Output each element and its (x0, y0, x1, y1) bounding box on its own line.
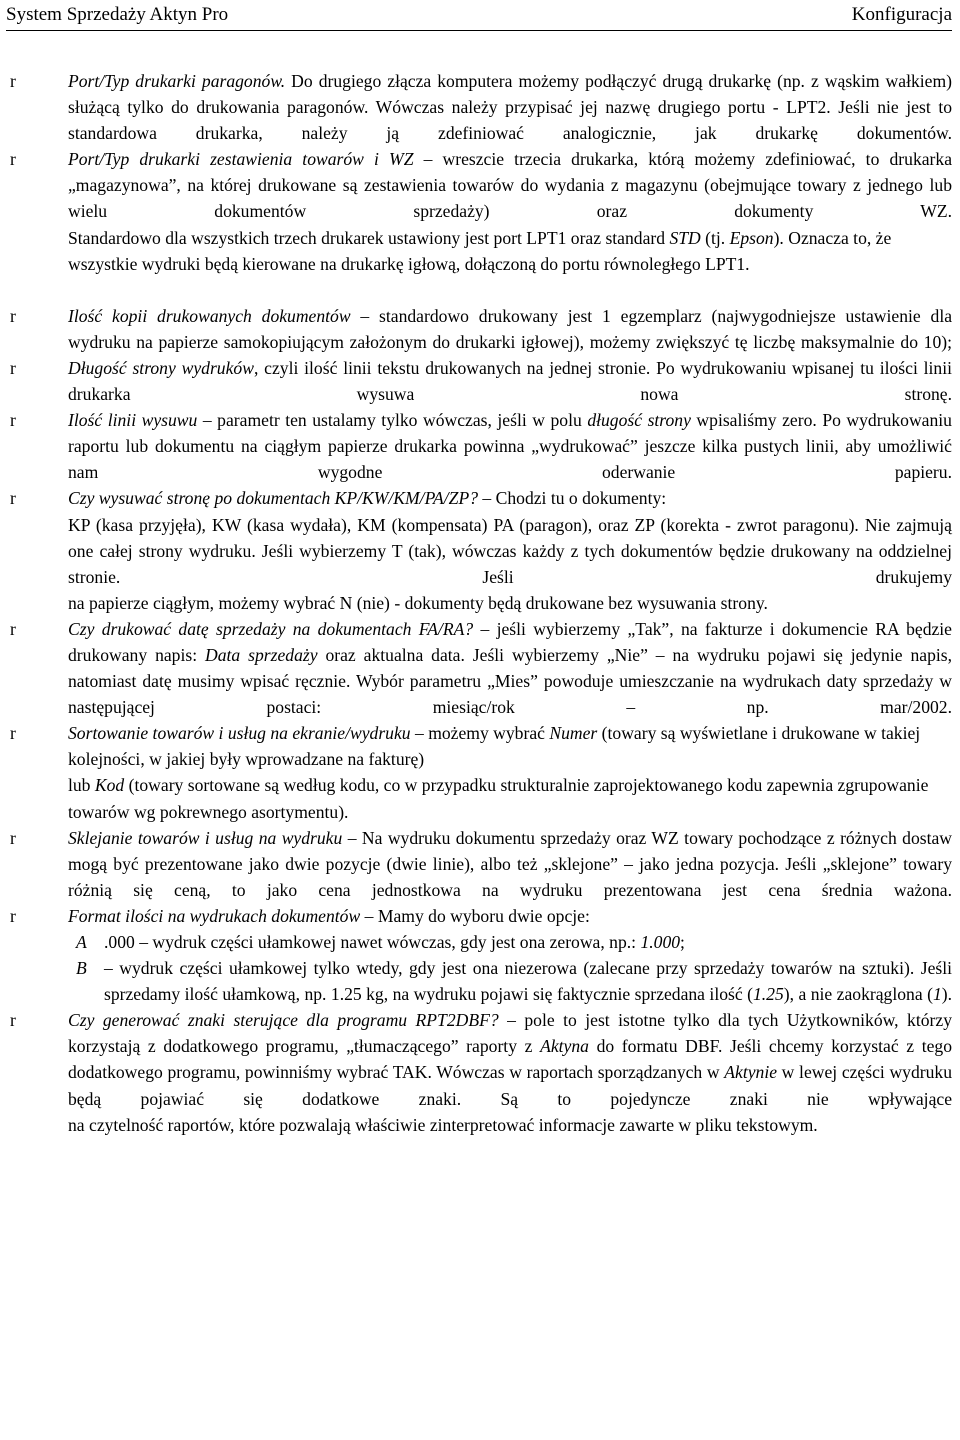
list-item-quantity-format: r Format ilości na wydrukach dokumentów – Mamy do wyboru dwie opcje: (10, 903, 952, 929)
item-title: Format ilości na wydrukach dokumentów (68, 905, 361, 926)
list-item-text: KP (kasa przyjęła), KW (kasa wydała), KM (kompensata) PA (paragon), oraz ZP (korekta - zwrot paragonu). Nie zajmują one całej strony wydruku. Jeśli wybierzemy T (tak), wówczas każdy z tych dokumentów będzie drukowany na oddzielnej stronie. Jeśli drukujemy (68, 514, 952, 587)
list-item-rpt2dbf: r Czy generować znaki sterujące dla programu RPT2DBF? – pole to jest istotne tylko dla tych Użytkowników, którzy korzystają z dodatkowego programu, „tłumaczącego” raporty z Aktyna do formatu DBF. Jeśli chcemy korzystać z tego dodatkowego programu, powinniśmy wybrać TAK. Wówczas w raportach sporządzanych w Aktynie w lewej części wydruku będą pojawiać się dodatkowe znaki. Są to pojedyncze znaki nie wpływające (10, 1007, 952, 1111)
header-section: Konfiguracja (851, 4, 952, 25)
bullet-icon: r (10, 357, 16, 378)
item-title: Port/Typ drukarki zestawienia towarów i WZ (68, 149, 414, 170)
bullet-icon: r (10, 1010, 16, 1031)
list-item-sale-date: r Czy drukować datę sprzedaży na dokumentach FA/RA? – jeśli wybierzemy „Tak”, na fakturze i dokumencie RA będzie drukowany napis: Data sprzedaży oraz aktualna data. Jeśli wybierzemy „Nie” – na wydruku pojawi się jedynie napis, natomiast datę musimy wpisać ręcznie. Wybór parametru „Mies” powoduje umieszczanie na wydrukach daty sprzedaży w następującej postaci: miesiąc/rok – np. mar/2002. (10, 616, 952, 720)
bullet-icon: r (10, 618, 16, 639)
list-item-receipt-printer: r Port/Typ drukarki paragonów. Do drugiego złącza komputera możemy podłączyć drugą drukarkę (np. z wąskim wałkiem) służącą tylko do drukowania paragonów. Wówczas należy przypisać jej nazwę drugiego portu - LPT2. Jeśli nie jest to standardowa drukarka, należy ją zdefiniować analogicznie, jak drukarkę dokumentów. (10, 68, 952, 146)
bullet-icon: r (10, 827, 16, 848)
option-label: A (76, 932, 87, 952)
list-item-copies: r Ilość kopii drukowanych dokumentów – standardowo drukowany jest 1 egzemplarz (najwygodniejsze ustawienie dla wydruku na papierze samokopiującym założonym do drukarki igłowej), możemy zwiększyć tę liczbę maksymalnie do 10); (10, 303, 952, 355)
list-item-text: na czytelność raportów, które pozwalają właściwie zinterpretować informacje zawarte w pliku tekstowym. (68, 1114, 818, 1135)
bullet-icon: r (10, 410, 16, 431)
list-item-text: lub Kod (towary sortowane są według kodu, co w przypadku strukturalnie zaprojektowanego kodu zapewnia zgrupowanie towarów wg pokrewnego asortymentu). (68, 775, 929, 822)
item-title: Ilość kopii drukowanych dokumentów (68, 305, 351, 326)
list-item-page-feed: r Czy wysuwać stronę po dokumentach KP/KW/KM/PA/ZP? – Chodzi tu o dokumenty: (10, 485, 952, 511)
page-header (6, 0, 952, 31)
document-body (10, 68, 952, 1138)
option-b: B – wydruk części ułamkowej tylko wtedy, gdy jest ona niezerowa (zalecane przy sprzedaży towarów na sztuki). Jeśli sprzedamy ilość ułamkową, np. 1.25 kg, na wydruku pojawi się faktycznie sprzedana ilość (1.25), a nie zaokrąglona (1). (10, 955, 952, 1007)
bullet-icon: r (10, 488, 16, 509)
bullet-icon: r (10, 905, 16, 926)
option-label: B (76, 958, 87, 979)
list-item-feed-lines: r Ilość linii wysuwu – parametr ten ustalamy tylko wówczas, jeśli w polu długość strony wpisaliśmy zero. Po wydrukowaniu raportu lub dokumentu na ciągłym papierze drukarka powinna „wydrukować” jeszcze kilka pustych linii, aby umożliwić nam wygodne oderwanie papieru. (10, 407, 952, 485)
list-item-text: na papierze ciągłym, możemy wybrać N (nie) - dokumenty będą drukowane bez wysuwania strony. (68, 592, 768, 613)
item-title: Ilość linii wysuwu (68, 410, 198, 431)
option-a: A .000 – wydruk części ułamkowej nawet wówczas, gdy jest ona zerowa, np.: 1.000; (10, 929, 952, 955)
header-title: System Sprzedaży Aktyn Pro (6, 4, 229, 25)
bullet-icon: r (10, 723, 16, 744)
list-item-sorting: r Sortowanie towarów i usług na ekranie/wydruku – możemy wybrać Numer (towary są wyświetlane i drukowane w takiej kolejności, w jakiej były wprowadzane na fakturę) (10, 720, 952, 772)
list-item-merging: r Sklejanie towarów i usług na wydruku – Na wydruku dokumentu sprzedaży oraz WZ towary pochodzące z różnych dostaw mogą być prezentowane jako dwie pozycje (dwie linie), albo też „sklejone” – jako jedna pozycja. Jeśli „sklejone” towary różnią się ceną, to jako cena jednostkowa na wydruku prezentowana jest cena średnia ważona. (10, 825, 952, 903)
item-title: Sklejanie towarów i usług na wydruku (68, 827, 343, 848)
bullet-icon: r (10, 149, 16, 170)
item-title: Czy drukować datę sprzedaży na dokumentach FA/RA? (68, 618, 474, 639)
item-title: Czy generować znaki sterujące dla programu RPT2DBF? (68, 1010, 499, 1031)
list-item-note: Standardowo dla wszystkich trzech drukarek ustawiony jest port LPT1 oraz standard STD (tj. Epson). Oznacza to, że wszystkie wydruki będą kierowane na drukarkę igłową, dołączoną do portu równoległego LPT1. (68, 227, 892, 274)
bullet-icon: r (10, 71, 16, 91)
item-title: Port/Typ drukarki paragonów. (68, 71, 286, 91)
bullet-icon: r (10, 305, 16, 326)
list-item-wz-printer: r Port/Typ drukarki zestawienia towarów i WZ – wreszcie trzecia drukarka, którą możemy zdefiniować, to drukarka „magazynowa”, na której drukowane są zestawienia towarów do wydania z magazynu (obejmujące towary z jednego lub wielu dokumentów sprzedaży) oraz dokumenty WZ. (10, 146, 952, 224)
item-title: Sortowanie towarów i usług na ekranie/wydruku (68, 723, 411, 744)
item-title: Długość strony wydruków (68, 357, 254, 378)
list-item-page-length: r Długość strony wydruków, czyli ilość linii tekstu drukowanych na jednej stronie. Po wydrukowaniu wpisanej tu ilości linii drukarka wysuwa nowa stronę. (10, 355, 952, 407)
item-title: Czy wysuwać stronę po dokumentach KP/KW/KM/PA/ZP? (68, 488, 479, 509)
